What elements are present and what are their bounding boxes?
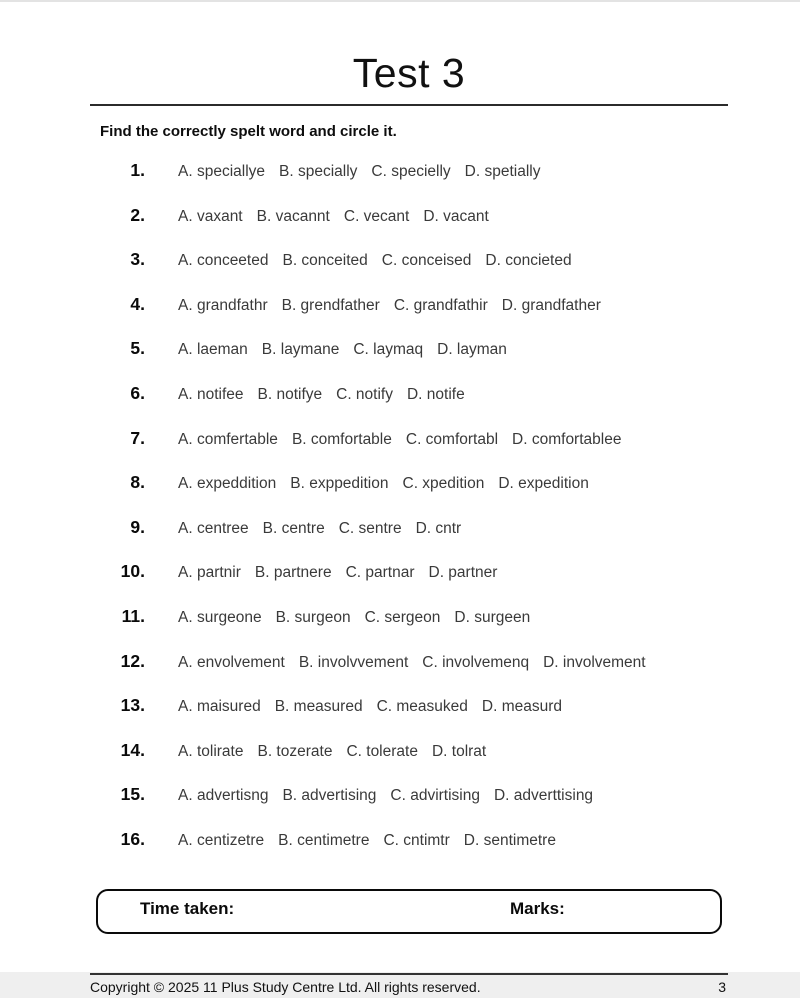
option-a[interactable]: A. expeddition: [178, 475, 277, 493]
option-d[interactable]: D. measurd: [481, 698, 563, 716]
question-options: [145, 297, 601, 315]
option-b[interactable]: B. tozerate: [257, 742, 333, 760]
option-c[interactable]: C. notify: [336, 385, 393, 403]
question-row: [0, 606, 800, 651]
question-number: 5.: [130, 338, 145, 359]
question-options: [145, 787, 593, 805]
option-d[interactable]: D. notife: [406, 385, 465, 403]
question-row: [0, 784, 800, 829]
question-options: [145, 520, 461, 538]
question-number: 7.: [130, 427, 145, 448]
option-b[interactable]: B. specially: [279, 163, 358, 180]
marks-label: Marks:: [510, 899, 565, 918]
question-number: 8.: [130, 472, 145, 493]
question-number: 1.: [130, 160, 145, 180]
option-c[interactable]: C. sentre: [338, 519, 402, 537]
option-a[interactable]: A. centree: [178, 519, 249, 537]
question-options: [145, 609, 530, 627]
question-options: [145, 832, 556, 850]
question-row: [0, 338, 800, 383]
question-row: [0, 160, 800, 205]
option-b[interactable]: B. conceited: [282, 252, 368, 270]
question-row: [0, 428, 800, 473]
question-row: [0, 249, 800, 294]
option-b[interactable]: B. centre: [262, 519, 325, 537]
option-a[interactable]: A. conceeted: [178, 252, 269, 270]
question-options: [145, 698, 562, 716]
question-row: [0, 829, 800, 874]
option-c[interactable]: C. xpedition: [402, 475, 485, 493]
option-d[interactable]: D. spetially: [464, 163, 541, 180]
option-c[interactable]: C. advirtising: [390, 787, 480, 805]
question-options: [145, 252, 572, 270]
question-row: [0, 205, 800, 250]
time-taken-label: Time taken:: [140, 899, 235, 918]
page-title: Test 3: [352, 50, 466, 96]
option-d[interactable]: D. adverttising: [493, 787, 594, 805]
option-a[interactable]: A. vaxant: [178, 207, 243, 225]
question-row: [0, 651, 800, 696]
option-d[interactable]: D. grandfather: [501, 296, 601, 314]
option-c[interactable]: C. comfortabl: [405, 430, 499, 448]
option-c[interactable]: C. specielly: [371, 163, 451, 180]
option-c[interactable]: C. sergeon: [364, 608, 441, 626]
option-b[interactable]: B. centimetre: [278, 831, 370, 849]
option-d[interactable]: D. sentimetre: [463, 831, 556, 849]
option-c[interactable]: C. cntimtr: [383, 831, 450, 849]
option-b[interactable]: B. grendfather: [281, 296, 380, 314]
question-options: [145, 163, 540, 181]
option-d[interactable]: D. involvement: [543, 653, 646, 671]
option-b[interactable]: B. exppedition: [290, 475, 389, 493]
option-d[interactable]: D. vacant: [423, 207, 489, 225]
option-a[interactable]: A. comfertable: [178, 430, 278, 448]
option-d[interactable]: D. tolrat: [431, 742, 487, 760]
copyright-text: Copyright © 2025 11 Plus Study Centre Ltd. All rights reserved.: [90, 979, 481, 995]
question-number: 13.: [120, 695, 145, 716]
question-options: [145, 341, 507, 359]
option-a[interactable]: A. notifee: [178, 385, 244, 403]
option-d[interactable]: D. cntr: [415, 519, 462, 537]
option-b[interactable]: B. comfortable: [291, 430, 392, 448]
option-d[interactable]: D. comfortablee: [512, 430, 622, 448]
option-c[interactable]: C. tolerate: [346, 742, 418, 760]
question-number: 15.: [120, 784, 145, 805]
question-row: [0, 294, 800, 339]
option-c[interactable]: C. grandfathir: [393, 296, 488, 314]
question-options: [145, 208, 489, 226]
question-options: [145, 386, 465, 404]
question-number: 2.: [130, 204, 145, 225]
option-a[interactable]: A. surgeone: [178, 608, 262, 626]
question-number: 6.: [130, 382, 145, 403]
option-a[interactable]: A. envolvement: [178, 653, 285, 671]
question-number: 12.: [120, 650, 145, 671]
footer-divider: [90, 973, 728, 975]
option-b[interactable]: B. involvvement: [298, 653, 409, 671]
option-c[interactable]: C. partnar: [345, 564, 415, 582]
question-options: [145, 654, 646, 672]
option-b[interactable]: B. advertising: [282, 787, 377, 805]
option-b[interactable]: B. vacannt: [256, 207, 330, 225]
question-number: 11.: [121, 605, 145, 626]
question-list: [0, 160, 800, 874]
question-number: 3.: [130, 249, 145, 270]
option-c[interactable]: C. vecant: [343, 207, 410, 225]
question-options: [145, 475, 589, 493]
option-d[interactable]: D. layman: [437, 341, 507, 359]
option-a[interactable]: A. partnir: [178, 564, 241, 582]
option-a[interactable]: A. grandfathr: [178, 296, 268, 314]
option-b[interactable]: B. notifye: [257, 385, 323, 403]
option-a[interactable]: A. tolirate: [178, 742, 244, 760]
option-d[interactable]: D. partner: [428, 564, 498, 582]
question-row: [0, 472, 800, 517]
option-b[interactable]: B. surgeon: [275, 608, 351, 626]
question-number: 14.: [120, 739, 145, 760]
title-divider: [90, 104, 728, 106]
page-number: 3: [718, 979, 726, 995]
option-c[interactable]: C. laymaq: [353, 341, 424, 359]
option-d[interactable]: D. expedition: [498, 475, 589, 493]
question-options: [145, 743, 486, 761]
option-c[interactable]: C. involvemenq: [422, 653, 530, 671]
question-row: [0, 383, 800, 428]
question-number: 4.: [130, 293, 145, 314]
option-b[interactable]: B. measured: [274, 698, 363, 716]
question-options: [145, 564, 497, 582]
question-number: 9.: [130, 516, 145, 537]
question-row: [0, 517, 800, 562]
question-number: 10.: [120, 561, 145, 582]
option-c[interactable]: C. measuked: [376, 698, 468, 716]
option-d[interactable]: D. surgeen: [454, 608, 531, 626]
option-a[interactable]: A. speciallye: [178, 163, 266, 180]
option-a[interactable]: A. maisured: [178, 698, 261, 716]
option-b[interactable]: B. laymane: [261, 341, 340, 359]
question-options: [145, 431, 621, 449]
option-a[interactable]: A. advertisng: [178, 787, 269, 805]
score-box: [96, 889, 722, 934]
question-row: [0, 561, 800, 606]
option-a[interactable]: A. centizetre: [178, 831, 265, 849]
question-row: [0, 695, 800, 740]
question-row: [0, 740, 800, 785]
instruction-text: Find the correctly spelt word and circle it.: [100, 123, 397, 140]
option-b[interactable]: B. partnere: [254, 564, 332, 582]
option-d[interactable]: D. concieted: [485, 252, 572, 270]
question-number: 16.: [120, 828, 145, 849]
option-a[interactable]: A. laeman: [178, 341, 248, 359]
option-c[interactable]: C. conceised: [381, 252, 472, 270]
